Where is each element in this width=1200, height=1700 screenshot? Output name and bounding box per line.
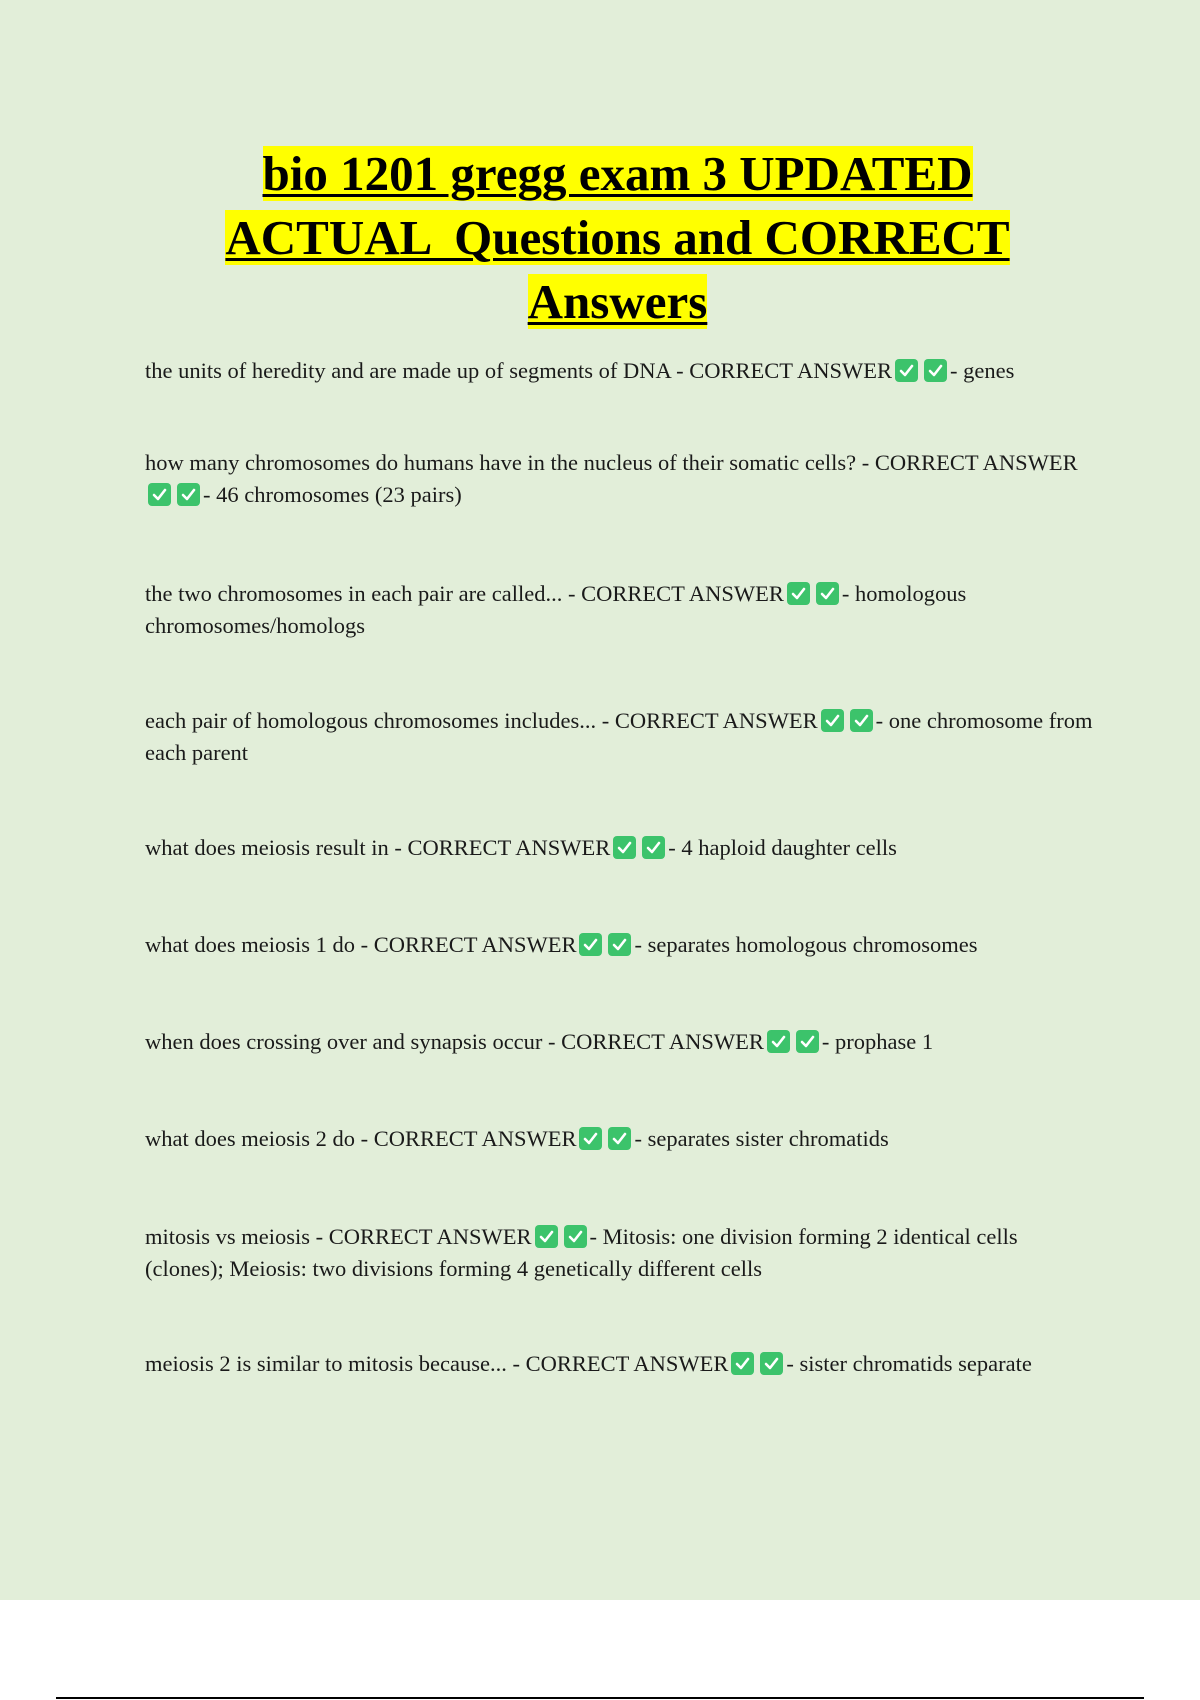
checkmark-box-icon [613, 836, 636, 859]
qa-answer-marker: CORRECT ANSWER [561, 1029, 764, 1054]
document-title [145, 142, 1090, 334]
qa-item [145, 1026, 1095, 1058]
qa-item [145, 355, 1095, 387]
checkmark-box-icon [579, 1127, 602, 1150]
qa-item [145, 447, 1095, 511]
checkmark-box-icon [821, 709, 844, 732]
checkmark-box-icon [177, 483, 200, 506]
checkmark-box-icon [850, 709, 873, 732]
checkmark-box-icon [148, 483, 171, 506]
qa-question: meiosis 2 is similar to mitosis because... - [145, 1351, 526, 1376]
qa-item [145, 832, 1095, 864]
title-line-1 [145, 142, 1090, 206]
title-line-2 [145, 206, 1090, 270]
checkmark-box-icon [579, 933, 602, 956]
qa-answer-marker: CORRECT ANSWER [614, 708, 818, 733]
title-line-3 [145, 270, 1090, 334]
qa-answer: - homologous chromosomes/homologs [145, 581, 967, 638]
qa-item [145, 705, 1095, 769]
footer-divider [56, 1697, 1144, 1699]
qa-answer: - genes [949, 358, 1015, 383]
checkmark-box-icon [924, 359, 947, 382]
checkmark-box-icon [767, 1030, 790, 1053]
qa-question: the units of heredity and are made up of segments of DNA - [145, 358, 690, 383]
checkmark-box-icon [642, 836, 665, 859]
qa-answer-marker: CORRECT ANSWER [689, 358, 892, 383]
title-line-3-text: Answers [527, 274, 708, 329]
qa-answer-marker: CORRECT ANSWER [874, 450, 1078, 475]
qa-question: mitosis vs meiosis - [145, 1224, 329, 1249]
qa-answer: - 4 haploid daughter cells [668, 835, 897, 860]
qa-question: what does meiosis 2 do - [145, 1126, 374, 1151]
qa-answer-marker: CORRECT ANSWER [373, 932, 577, 957]
qa-question: when does crossing over and synapsis occur - [145, 1029, 562, 1054]
qa-answer: - sister chromatids separate [786, 1351, 1032, 1376]
qa-question: how many chromosomes do humans have in the nucleus of their somatic cells? - [145, 450, 875, 475]
checkmark-box-icon [816, 582, 839, 605]
qa-item [145, 578, 1095, 642]
checkmark-box-icon [760, 1352, 783, 1375]
checkmark-box-icon [796, 1030, 819, 1053]
checkmark-box-icon [895, 359, 918, 382]
qa-answer: - 46 chromosomes (23 pairs) [203, 482, 462, 507]
qa-answer-marker: CORRECT ANSWER [581, 581, 784, 606]
qa-item [145, 1123, 1095, 1155]
qa-answer: - Mitosis: one division forming 2 identical cells (clones); Meiosis: two divisions forming 4 genetically different cells [145, 1224, 1018, 1281]
qa-question: what does meiosis result in - [145, 835, 408, 860]
qa-question: the two chromosomes in each pair are called... - [145, 581, 582, 606]
checkmark-box-icon [608, 1127, 631, 1150]
title-line-2-text: ACTUAL Questions and CORRECT [225, 210, 1010, 265]
title-line-1-text: bio 1201 gregg exam 3 UPDATED [262, 146, 973, 201]
qa-question: what does meiosis 1 do - [145, 932, 374, 957]
qa-answer: - separates homologous chromosomes [634, 932, 978, 957]
checkmark-box-icon [731, 1352, 754, 1375]
qa-item [145, 929, 1095, 961]
checkmark-box-icon [535, 1225, 558, 1248]
checkmark-box-icon [787, 582, 810, 605]
qa-answer: - prophase 1 [821, 1029, 934, 1054]
qa-question: each pair of homologous chromosomes includes... - [145, 708, 615, 733]
qa-answer-marker: CORRECT ANSWER [373, 1126, 577, 1151]
qa-item [145, 1348, 1095, 1380]
qa-item [145, 1221, 1095, 1285]
qa-answer-marker: CORRECT ANSWER [407, 835, 611, 860]
checkmark-box-icon [564, 1225, 587, 1248]
qa-answer-marker: CORRECT ANSWER [525, 1351, 729, 1376]
qa-answer-marker: CORRECT ANSWER [328, 1224, 532, 1249]
checkmark-box-icon [608, 933, 631, 956]
qa-answer: - separates sister chromatids [634, 1126, 889, 1151]
qa-answer: - one chromosome from each parent [145, 708, 1093, 765]
